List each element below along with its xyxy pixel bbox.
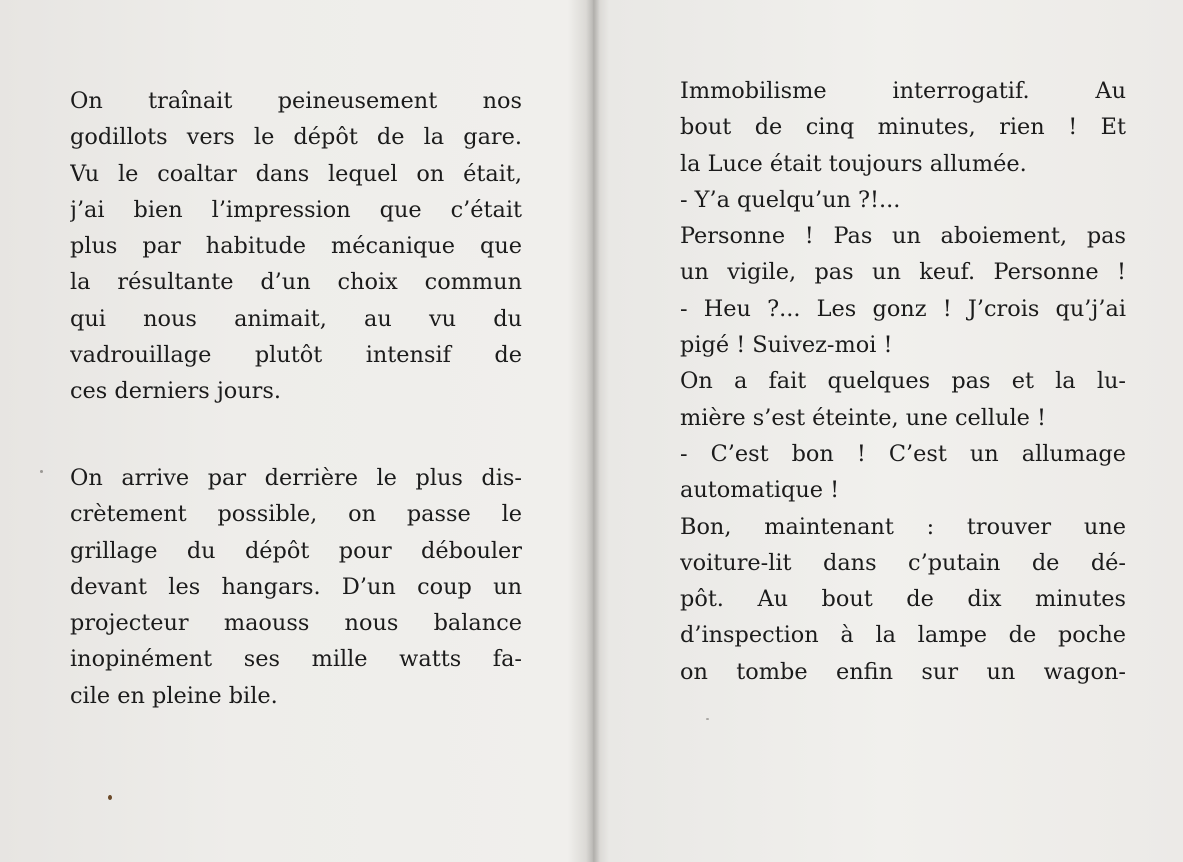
text-line: d’inspection à la lampe de poche <box>680 622 1126 649</box>
text-line: pigé ! Suivez-moi ! <box>680 332 893 359</box>
left-paragraph-1 <box>70 83 522 410</box>
text-line: inopinément ses mille watts fa- <box>70 646 522 673</box>
text-line: Bon, maintenant : trouver une <box>680 513 1126 540</box>
text-line: pôt. Au bout de dix minutes <box>680 586 1126 613</box>
text-line: plus par habitude mécanique que <box>70 233 522 260</box>
paper-speck <box>40 470 43 473</box>
text-line: bout de cinq minutes, rien ! Et <box>680 114 1126 141</box>
left-paragraph-2 <box>70 460 522 714</box>
text-line: grillage du dépôt pour débouler <box>70 537 522 564</box>
text-line: projecteur maouss nous balance <box>70 610 522 637</box>
text-line: Immobilisme interrogatif. Au <box>680 78 1126 104</box>
text-line: on tombe enfin sur un wagon- <box>680 658 1126 685</box>
text-line: automatique ! <box>680 477 840 504</box>
text-line: mière s’est éteinte, une cellule ! <box>680 404 1047 431</box>
text-line: - C’est bon ! C’est un allumage <box>680 440 1126 467</box>
text-line: ces derniers jours. <box>70 378 281 405</box>
text-line: devant les hangars. D’un coup un <box>70 573 522 600</box>
text-line: Personne ! Pas un aboiement, pas <box>680 223 1126 250</box>
paper-speck <box>108 795 112 800</box>
text-line: la résultante d’un choix commun <box>70 269 522 296</box>
right-paragraph <box>680 73 1126 690</box>
text-line: la Luce était toujours allumée. <box>680 150 1027 177</box>
text-line: vadrouillage plutôt intensif de <box>70 342 522 369</box>
text-line: On a fait quelques pas et la lu- <box>680 368 1126 395</box>
text-line: j’ai bien l’impression que c’était <box>70 196 522 223</box>
text-line: - Heu ?... Les gonz ! J’crois qu’j’ai <box>680 295 1126 322</box>
text-line: voiture-lit dans c’putain de dé- <box>680 549 1126 576</box>
text-line: un vigile, pas un keuf. Personne ! <box>680 259 1126 286</box>
text-line: On arrive par derrière le plus dis- <box>70 465 522 491</box>
text-line: qui nous animait, au vu du <box>70 305 522 332</box>
text-line: - Y’a quelqu’un ?!... <box>680 186 901 213</box>
text-line: godillots vers le dépôt de la gare. <box>70 124 522 151</box>
text-line: crètement possible, on passe le <box>70 501 522 528</box>
text-line: On traînait peineusement nos <box>70 88 522 114</box>
right-page <box>596 0 1183 862</box>
paper-speck <box>706 718 709 720</box>
text-line: cile en pleine bile. <box>70 682 278 709</box>
text-line: Vu le coaltar dans lequel on était, <box>70 160 522 187</box>
